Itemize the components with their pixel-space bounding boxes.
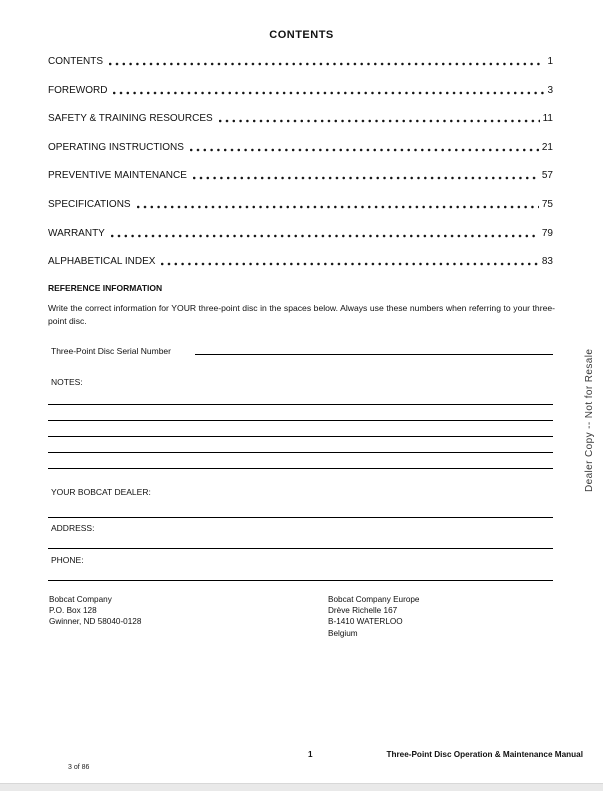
toc-entry bbox=[48, 256, 553, 285]
toc-entry-label: ALPHABETICAL INDEX bbox=[48, 256, 156, 268]
dealer-label: YOUR BOBCAT DEALER: bbox=[51, 487, 151, 497]
company-address-line: Belgium bbox=[328, 628, 358, 638]
toc-entry-page: 1 bbox=[547, 56, 553, 67]
dot-leader bbox=[137, 199, 539, 210]
serial-number-label: Three-Point Disc Serial Number bbox=[51, 346, 171, 356]
company-address-line: P.O. Box 128 bbox=[49, 606, 97, 616]
notes-blank-line bbox=[48, 468, 553, 469]
toc-entry-page: 83 bbox=[541, 256, 553, 268]
toc-entry bbox=[48, 228, 553, 257]
notes-blank-line bbox=[48, 436, 553, 437]
notes-label: NOTES: bbox=[51, 377, 83, 387]
dot-leader bbox=[111, 228, 539, 239]
company-address-line: B-1410 WATERLOO bbox=[328, 617, 403, 627]
company-address-line: Bobcat Company bbox=[49, 595, 112, 604]
viewer-bottom-strip bbox=[0, 783, 603, 791]
toc-entry-label: WARRANTY bbox=[48, 227, 105, 239]
page-title: CONTENTS bbox=[269, 29, 334, 41]
toc-entry-label: SPECIFICATIONS bbox=[48, 198, 131, 210]
address-blank-line bbox=[48, 548, 553, 549]
toc-entry-page: 79 bbox=[541, 227, 553, 239]
toc-entry-page: 21 bbox=[541, 141, 553, 153]
phone-label: PHONE: bbox=[51, 555, 84, 565]
dot-leader bbox=[193, 170, 539, 181]
notes-blank-line bbox=[48, 420, 553, 421]
address-label: ADDRESS: bbox=[51, 523, 95, 533]
toc-entry-page: 57 bbox=[541, 170, 553, 182]
toc-entry-label: OPERATING INSTRUCTIONS bbox=[48, 141, 184, 153]
dealer-copy-watermark: Dealer Copy -- Not for Resale bbox=[584, 348, 595, 492]
notes-blank-line bbox=[48, 452, 553, 453]
company-address-line: Bobcat Company Europe bbox=[328, 595, 420, 604]
company-address-line: Gwinner, ND 58040-0128 bbox=[49, 617, 142, 627]
toc-entry-page: 75 bbox=[541, 198, 553, 210]
company-address-europe bbox=[328, 594, 419, 639]
phone-blank-line bbox=[48, 580, 553, 581]
toc-entry bbox=[48, 113, 553, 142]
sheet-indicator: 3 of 86 bbox=[68, 764, 90, 771]
dot-leader bbox=[113, 85, 544, 96]
toc-entry bbox=[48, 56, 553, 85]
toc-entry bbox=[48, 199, 553, 228]
dot-leader bbox=[190, 142, 539, 153]
dot-leader bbox=[109, 56, 544, 67]
toc-entry-page: 11 bbox=[542, 113, 553, 125]
notes-blank-line bbox=[48, 404, 553, 405]
toc-entry bbox=[48, 142, 553, 171]
toc-entry-label: CONTENTS bbox=[48, 56, 103, 67]
dot-leader bbox=[219, 113, 540, 124]
dealer-blank-line bbox=[48, 517, 553, 518]
table-of-contents bbox=[48, 56, 553, 285]
toc-entry-label: PREVENTIVE MAINTENANCE bbox=[48, 170, 187, 182]
toc-entry bbox=[48, 85, 553, 114]
dot-leader bbox=[161, 256, 538, 267]
company-address-line: Drève Richelle 167 bbox=[328, 606, 398, 616]
reference-information-heading: REFERENCE INFORMATION bbox=[48, 283, 163, 293]
serial-number-blank-line bbox=[195, 354, 553, 355]
toc-entry-page: 3 bbox=[547, 84, 553, 96]
footer-manual-title: Three-Point Disc Operation & Maintenance Manual bbox=[386, 750, 583, 759]
company-address-us bbox=[49, 594, 141, 628]
toc-entry-label: SAFETY & TRAINING RESOURCES bbox=[48, 113, 213, 125]
reference-information-paragraph: Write the correct information for YOUR three-point disc in the spaces below. Always use these numbers when referring to your three-point disc. bbox=[48, 303, 555, 326]
toc-entry bbox=[48, 170, 553, 199]
footer-page-number: 1 bbox=[308, 750, 313, 759]
toc-entry-label: FOREWORD bbox=[48, 84, 108, 96]
